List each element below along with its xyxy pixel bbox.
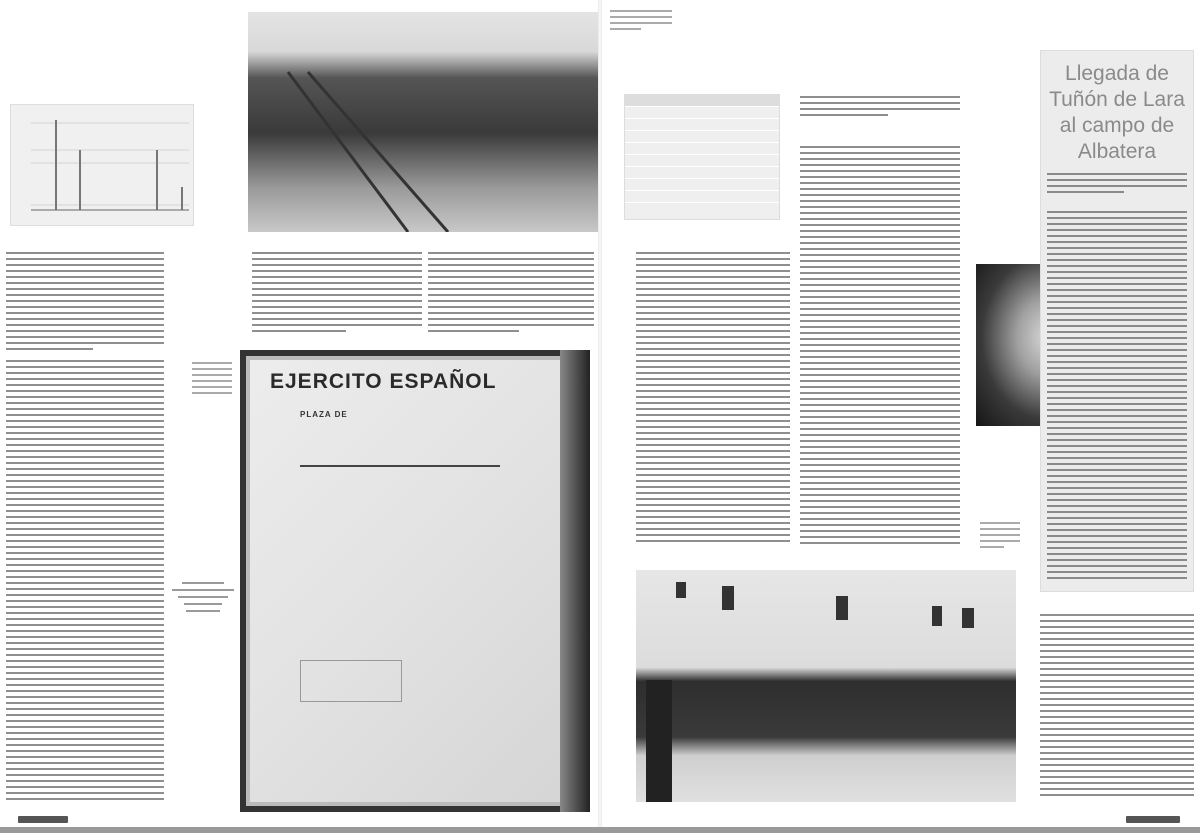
right-folio <box>1126 816 1180 823</box>
document-heading: EJERCITO ESPAÑOL <box>270 370 497 393</box>
article-column-6 <box>1040 614 1194 804</box>
chart-plot <box>11 105 193 225</box>
table-row <box>625 143 779 155</box>
sidebar-title: Llegada de Tuñón de Lara al campo de Albatera <box>1049 62 1185 163</box>
document-caption <box>172 582 234 638</box>
article-column-2 <box>252 252 422 342</box>
table-header <box>625 95 779 107</box>
photo-caption-left <box>192 362 232 412</box>
article-column-5 <box>800 96 960 126</box>
table-row <box>625 167 779 179</box>
article-column-5b <box>800 146 960 552</box>
data-table <box>624 94 780 220</box>
article-column-4 <box>636 252 790 552</box>
top-caption <box>610 10 672 40</box>
table-row <box>625 131 779 143</box>
article-column-1 <box>6 252 164 800</box>
chart-title <box>12 88 14 95</box>
sidebar-body <box>1047 211 1187 587</box>
photo-prisoners-courtyard <box>636 570 1016 802</box>
table-row <box>625 191 779 203</box>
photo-caption-right <box>980 522 1020 558</box>
table-row <box>625 155 779 167</box>
section-subheading <box>812 130 814 138</box>
table-row <box>625 179 779 191</box>
table-title <box>624 75 784 83</box>
left-folio <box>18 816 68 823</box>
table-row <box>625 119 779 131</box>
spread-gutter <box>598 0 602 833</box>
table-row <box>625 107 779 119</box>
page-bottom-edge <box>0 827 1200 833</box>
document-field: PLAZA DE <box>300 410 348 419</box>
photo-camp-railway <box>248 12 598 232</box>
photo-military-document <box>240 350 590 812</box>
sidebar-lede <box>1047 173 1187 203</box>
bar-chart <box>10 104 194 226</box>
article-column-3 <box>428 252 594 342</box>
sidebar-box <box>1040 50 1194 592</box>
